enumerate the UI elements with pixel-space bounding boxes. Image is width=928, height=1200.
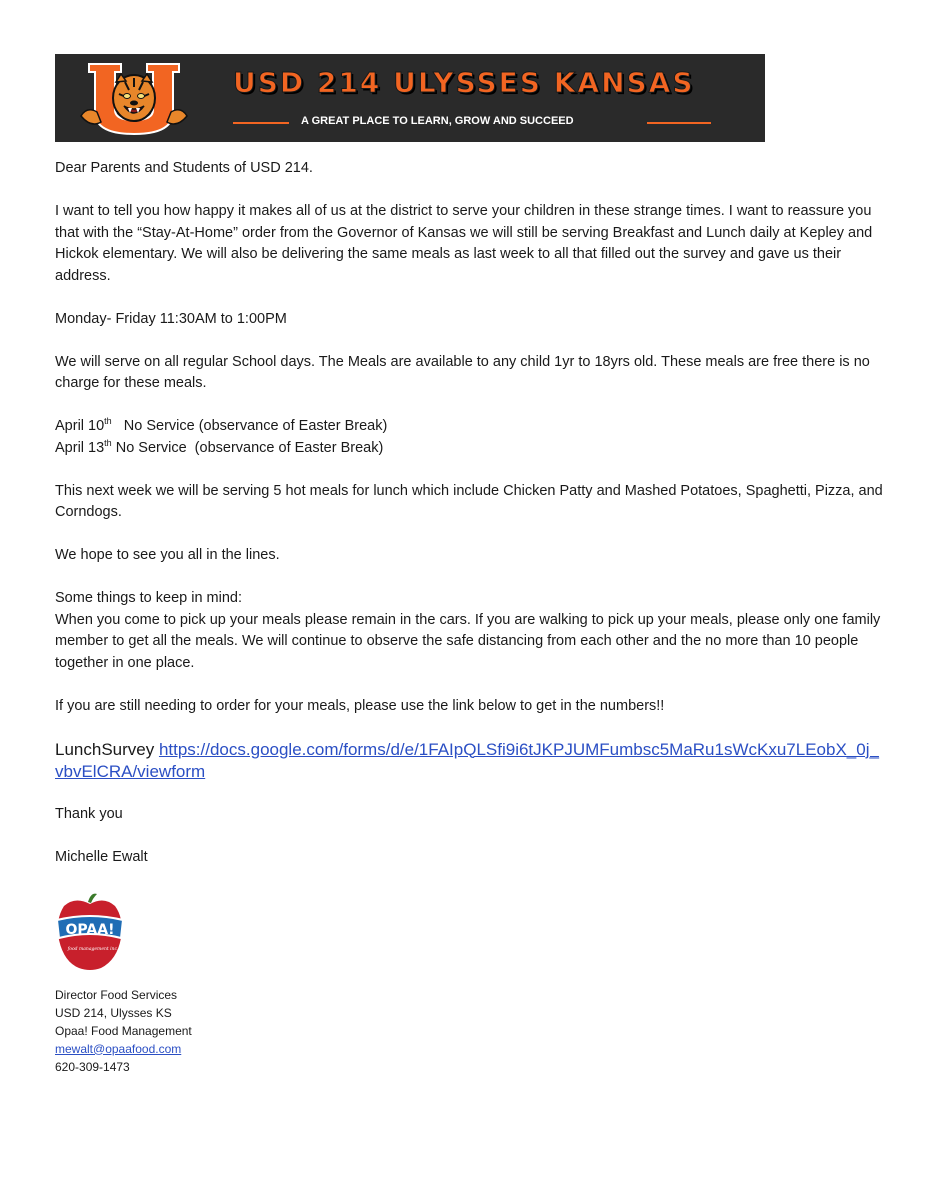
footer-company: Opaa! Food Management	[55, 1023, 192, 1038]
closing: Thank you	[55, 805, 123, 822]
greeting: Dear Parents and Students of USD 214.	[55, 160, 313, 176]
footer-email-link[interactable]: mewalt@opaafood.com	[55, 1041, 182, 1056]
signature-name: Michelle Ewalt	[55, 848, 148, 865]
closure-line-2: April 13th No Service (observance of Easter Break)	[55, 437, 384, 456]
tiger-u-logo-icon	[75, 60, 193, 138]
serve-info-paragraph: We will serve on all regular School days. The Meals are available to any child 1yr to 18yrs old. These meals are free there is no charge for these meals.	[55, 353, 870, 391]
district-title: USD 214 ULYSSES KANSAS	[233, 66, 695, 99]
survey-link[interactable]: https://docs.google.com/forms/d/e/1FAIpQLSfi9i6tJKPJUMFumbsc5MaRu1sWcKxu7LEobX_0j_vbvElCRA/viewform	[55, 739, 879, 781]
intro-paragraph: I want to tell you how happy it makes all of us at the district to serve your children in these strange times. I want to reassure you that with the “Stay-At-Home” order from the Governor of Kansas we will still be serving Breakfast and Lunch daily at Kepley and Hickok elementary. We will also be delivering the same meals as last week to all that filled out the survey and gave us their address.	[55, 203, 873, 284]
footer-title: Director Food Services	[55, 987, 178, 1002]
order-note: If you are still needing to order for your meals, please use the link below to get in the numbers!!	[55, 697, 665, 714]
signature-block	[55, 986, 885, 1076]
tagline-rule-right	[647, 122, 711, 124]
pickup-rules-paragraph: When you come to pick up your meals please remain in the cars. If you are walking to pick up your meals, please only one family member to get all the meals. We will continue to observe the safe distancing from each other and the no more than 10 people together in one place.	[55, 611, 881, 671]
menu-paragraph: This next week we will be serving 5 hot meals for lunch which include Chicken Patty and Mashed Potatoes, Spaghetti, Pizza, and Corndogs.	[55, 482, 883, 520]
tagline-rule-left	[233, 122, 289, 124]
opaa-subtext: food management inc.	[67, 946, 119, 952]
footer-phone: 620-309-1473	[55, 1059, 130, 1074]
keep-in-mind-heading: Some things to keep in mind:	[55, 590, 242, 606]
schedule-line: Monday- Friday 11:30AM to 1:00PM	[55, 310, 287, 327]
district-tagline: A GREAT PLACE TO LEARN, GROW AND SUCCEED	[301, 115, 574, 127]
closure-line-1: April 10th No Service (observance of Easter Break)	[55, 416, 388, 434]
lunch-survey-line	[55, 739, 885, 783]
footer-org: USD 214, Ulysses KS	[55, 1005, 172, 1020]
header-banner	[55, 54, 765, 142]
letter-body	[55, 158, 885, 1076]
opaa-apple-logo-icon	[55, 890, 125, 972]
opaa-wordmark: OPAA!	[65, 921, 115, 938]
survey-label: LunchSurvey	[55, 739, 159, 759]
hope-line: We hope to see you all in the lines.	[55, 547, 280, 563]
